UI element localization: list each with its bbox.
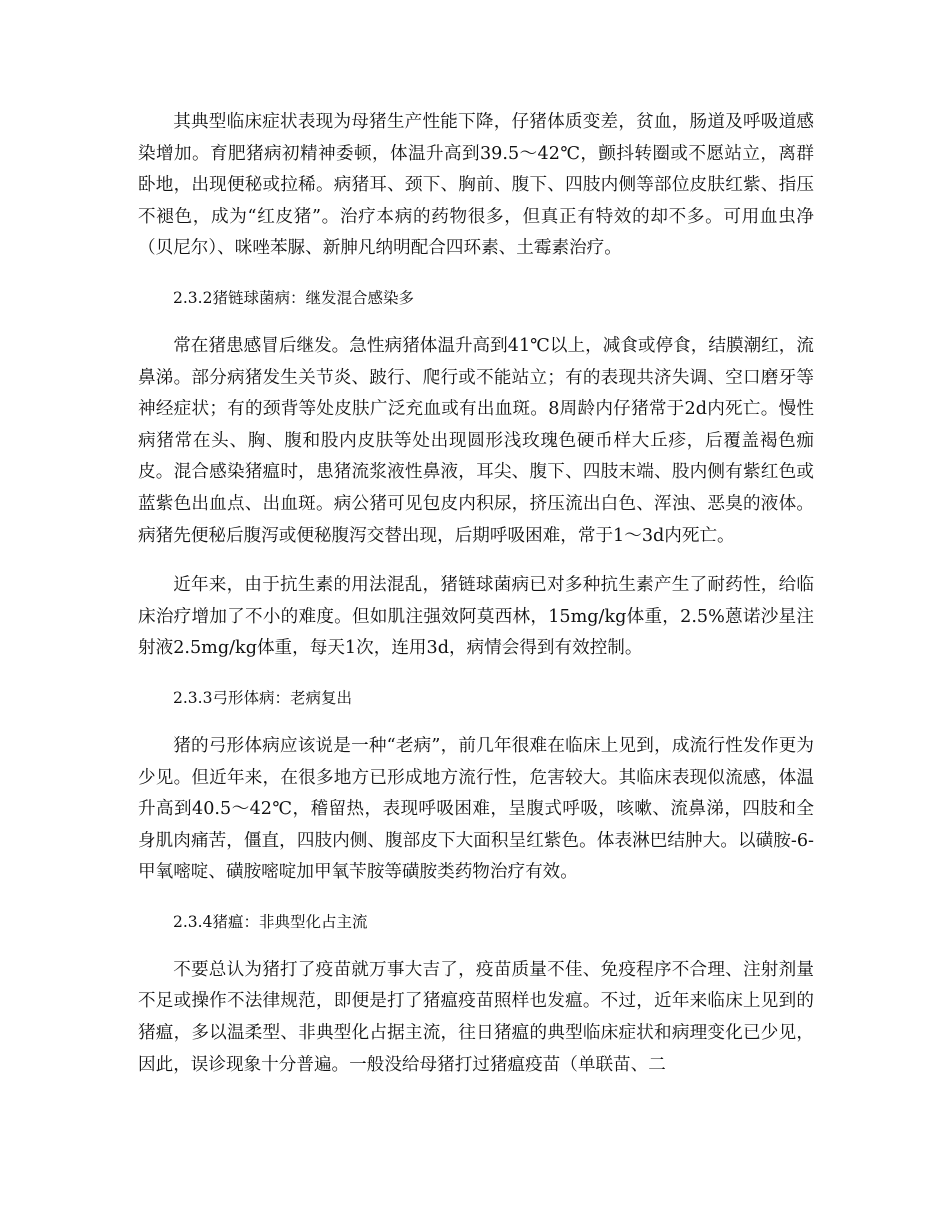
document-body xyxy=(138,107,814,1099)
paragraph-streptococcus-treatment: 近年来，由于抗生素的用法混乱，猪链球菌病已对多种抗生素产生了耐药性，给临床治疗增加了不小的难度。但如肌注强效阿莫西林，15mg/kg体重，2.5%蒽诺沙星注射液2.5mg/kg体重，每天1次，连用3d，病情会得到有效控制。 xyxy=(138,575,814,659)
section-heading-streptococcus: 2.3.2猪链球菌病：继发混合感染多 xyxy=(173,288,414,307)
paragraph-symptoms: 其典型临床症状表现为母猪生产性能下降，仔猪体质变差，贫血，肠道及呼吸道感染增加。育肥猪病初精神委顿，体温升高到39.5～42℃，颤抖转圈或不愿站立，离群卧地，出现便秘或拉稀。病猪耳、颈下、胸前、腹下、四肢内侧等部位皮肤红紫、指压不褪色，成为“红皮猪”。治疗本病的药物很多，但真正有特效的却不多。可用血虫净（贝尼尔）、咪唑苯脲、新胂凡纳明配合四环素、土霉素治疗。 xyxy=(138,112,814,259)
section-heading-toxoplasmosis: 2.3.3弓形体病：老病复出 xyxy=(173,688,352,707)
paragraph-streptococcus-symptoms: 常在猪患感冒后继发。急性病猪体温升高到41℃以上，减食或停食，结膜潮红，流鼻涕。部分病猪发生关节炎、跛行、爬行或不能站立；有的表现共济失调、空口磨牙等神经症状；有的颈背等处皮肤广泛充血或有出血斑。8周龄内仔猪常于2d内死亡。慢性病猪常在头、胸、腹和股内皮肤等处出现圆形浅玫瑰色硬币样大丘疹，后覆盖褐色痂皮。混合感染猪瘟时，患猪流浆液性鼻液，耳尖、腹下、四肢末端、股内侧有紫红色或蓝紫色出血点、出血斑。病公猪可见包皮内积尿，挤压流出白色、浑浊、恶臭的液体。病猪先便秘后腹泻或便秘腹泻交替出现，后期呼吸困难，常于1～3d内死亡。 xyxy=(138,335,814,546)
paragraph-toxoplasmosis: 猪的弓形体病应该说是一种“老病”，前几年很难在临床上见到，成流行性发作更为少见。但近年来，在很多地方已形成地方流行性，危害较大。其临床表现似流感，体温升高到40.5～42℃，稽留热，表现呼吸困难，呈腹式呼吸，咳嗽、流鼻涕，四肢和全身肌肉痛苦，僵直，四肢内侧、腹部皮下大面积呈红紫色。体表淋巴结肿大。以磺胺-6-甲氧嘧啶、磺胺嘧啶加甲氧苄胺等磺胺类药物治疗有效。 xyxy=(138,735,814,883)
paragraph-swine-fever: 不要总认为猪打了疫苗就万事大吉了，疫苗质量不佳、免疫程序不合理、注射剂量不足或操作不法律规范，即便是打了猪瘟疫苗照样也发瘟。不过，近年来临床上见到的猪瘟，多以温柔型、非典型化占据主流，往日猪瘟的典型临床症状和病理变化已少见，因此，误诊现象十分普遍。一般没给母猪打过猪瘟疫苗（单联苗、二 xyxy=(138,959,814,1075)
section-heading-swine-fever: 2.3.4猪瘟：非典型化占主流 xyxy=(173,912,368,931)
